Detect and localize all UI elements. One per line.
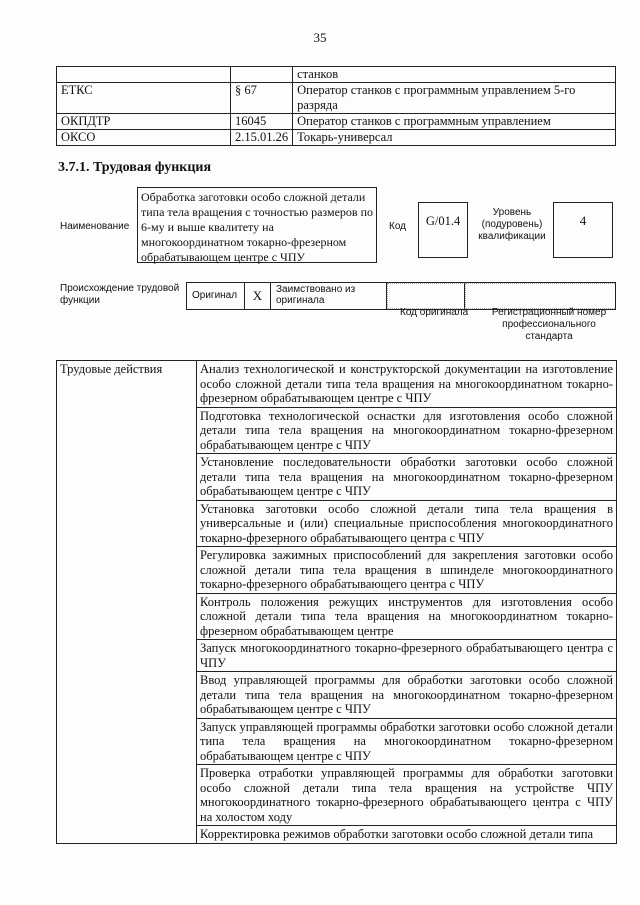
reg-number-label: Регистрационный номер профессионального стандарта — [491, 307, 607, 342]
table-row — [57, 83, 616, 114]
table-cell: ОКПДТР — [57, 114, 231, 130]
section-heading: 3.7.1. Трудовая функция — [58, 160, 212, 175]
action-item: Запуск многокоординатного токарно-фрезерного обрабатывающего центра с ЧПУ — [197, 640, 617, 672]
action-item: Регулировка зажимных приспособлений для закрепления заготовки особо сложной детали типа тела вращения в шпинделе многокоординатного токарно-фрезерного обрабатывающего центра с ЧПУ — [197, 547, 617, 594]
level-box: 4 — [553, 202, 613, 258]
classifier-table — [56, 66, 616, 146]
original-mark: X — [245, 283, 271, 309]
table-cell: § 67 — [231, 83, 293, 114]
code-box: G/01.4 — [418, 202, 468, 258]
table-cell: 16045 — [231, 114, 293, 130]
table-cell — [57, 67, 231, 83]
table-cell: Оператор станков с программным управлением 5-го разряда — [293, 83, 616, 114]
table-row — [57, 114, 616, 130]
function-name-box: Обработка заготовки особо сложной детали типа тела вращения с точностью размеров по 6-му и выше квалитету на многокоординатном токарно-фрезерном обрабатывающем центре с ЧПУ — [137, 187, 377, 263]
level-label: Уровень (подуровень) квалификации — [478, 207, 546, 242]
borrowed-label: Заимствовано из оригинала — [276, 284, 356, 306]
table-cell: 2.15.01.26 — [231, 130, 293, 146]
labor-actions-table — [56, 360, 617, 844]
action-item: Корректировка режимов обработки заготовки особо сложной детали типа — [197, 826, 617, 844]
table-cell: станков — [293, 67, 616, 83]
action-item: Установление последовательности обработки заготовки особо сложной детали типа тела вращения на многокоординатном токарно-фрезерном обрабатывающем центре с ЧПУ — [197, 454, 617, 501]
action-item: Подготовка технологической оснастки для изготовления особо сложной детали типа тела вращения на многокоординатном токарно-фрезерном обрабатывающем центре с ЧПУ — [197, 407, 617, 454]
table-cell: Токарь-универсал — [293, 130, 616, 146]
action-item: Установка заготовки особо сложной детали типа тела вращения в универсальные и (или) специальные приспособления многокоординатного токарно-фрезерного обрабатывающего центра с ЧПУ — [197, 500, 617, 547]
origin-label: Происхождение трудовой функции — [60, 283, 180, 306]
action-item: Проверка отработки управляющей программы для обработки заготовки особо сложной детали типа тела вращения на устройстве ЧПУ многокоординатного токарно-фрезерного обрабатывающего центра с ЧПУ на холостом ходу — [197, 765, 617, 826]
table-cell: ЕТКС — [57, 83, 231, 114]
table-row — [57, 361, 617, 408]
action-item: Запуск управляющей программы обработки заготовки особо сложной детали типа тела вращения на многокоординатном токарно-фрезерном обрабатывающем центре с ЧПУ — [197, 718, 617, 765]
name-label: Наименование — [60, 221, 130, 232]
table-cell: ОКСО — [57, 130, 231, 146]
actions-label: Трудовые действия — [57, 361, 197, 844]
table-row — [57, 130, 616, 146]
code-original-label: Код оригинала — [400, 307, 469, 318]
reg-number-cell — [465, 283, 615, 309]
original-label: Оригинал — [192, 290, 238, 301]
table-cell — [231, 67, 293, 83]
action-item: Анализ технологической и конструкторской документации на изготовление особо сложной детали типа тела вращения на многокоординатном токарно-фрезерном обрабатывающем центре с ЧПУ — [197, 361, 617, 408]
table-cell: Оператор станков с программным управлением — [293, 114, 616, 130]
action-item: Ввод управляющей программы для обработки заготовки особо сложной детали типа тела вращения на многокоординатном токарно-фрезерном обрабатывающем центре с ЧПУ — [197, 672, 617, 719]
action-item: Контроль положения режущих инструментов для изготовления особо сложной детали типа тела вращения на многокоординатном токарно-фрезерном обрабатывающем центре — [197, 593, 617, 640]
origin-row — [186, 282, 616, 310]
original-code-cell — [387, 283, 465, 309]
table-row — [57, 67, 616, 83]
code-label: Код — [389, 221, 407, 232]
page-number: 35 — [313, 30, 327, 45]
